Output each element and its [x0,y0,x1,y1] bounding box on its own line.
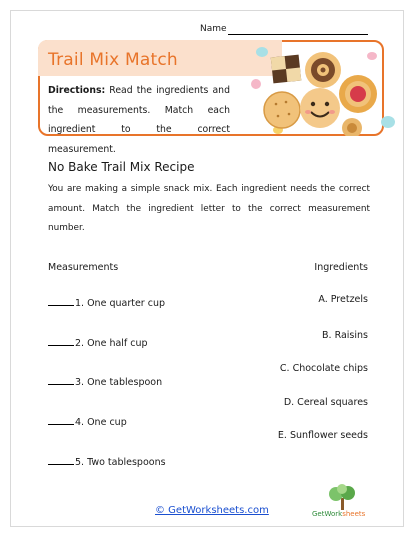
answer-blank[interactable] [48,384,74,385]
ingredient-item: E. Sunflower seeds [277,430,368,441]
ingredient-item: D. Cereal squares [283,397,368,408]
ingredient-item: C. Chocolate chips [279,363,368,374]
measurement-item: 1. One quarter cup [48,298,165,309]
measurement-item: 3. One tablespoon [48,377,162,388]
directions-text: Read the ingredients and the measurements. Match each ingredient to the correct measurement. [48,85,230,155]
ingredient-item: A. Pretzels [318,294,368,305]
measurement-item: 5. Two tablespoons [48,457,166,468]
measurements-heading: Measurements [48,262,119,273]
ingredient-item: B. Raisins [322,330,368,341]
ingredients-heading: Ingredients [314,262,368,273]
directions [48,81,230,159]
answer-blank[interactable] [48,305,74,306]
footer-link[interactable]: © GetWorksheets.com [155,505,269,516]
measurement-item: 4. One cup [48,417,127,428]
recipe-intro: You are making a simple snack mix. Each ingredient needs the correct amount. Match the ingredient letter to the correct measurement number. [48,184,370,233]
cookies-illustration [248,42,398,136]
name-label: Name [200,24,227,34]
page-title: Trail Mix Match [48,50,178,70]
recipe-title: No Bake Trail Mix Recipe [48,160,195,174]
tree-logo-icon [312,484,374,524]
measurement-item: 2. One half cup [48,338,148,349]
name-input-line[interactable] [228,34,368,35]
site-logo-text: GetWorksheets [312,510,366,518]
directions-label: Directions: [48,85,106,96]
answer-blank[interactable] [48,424,74,425]
answer-blank[interactable] [48,345,74,346]
answer-blank[interactable] [48,464,74,465]
